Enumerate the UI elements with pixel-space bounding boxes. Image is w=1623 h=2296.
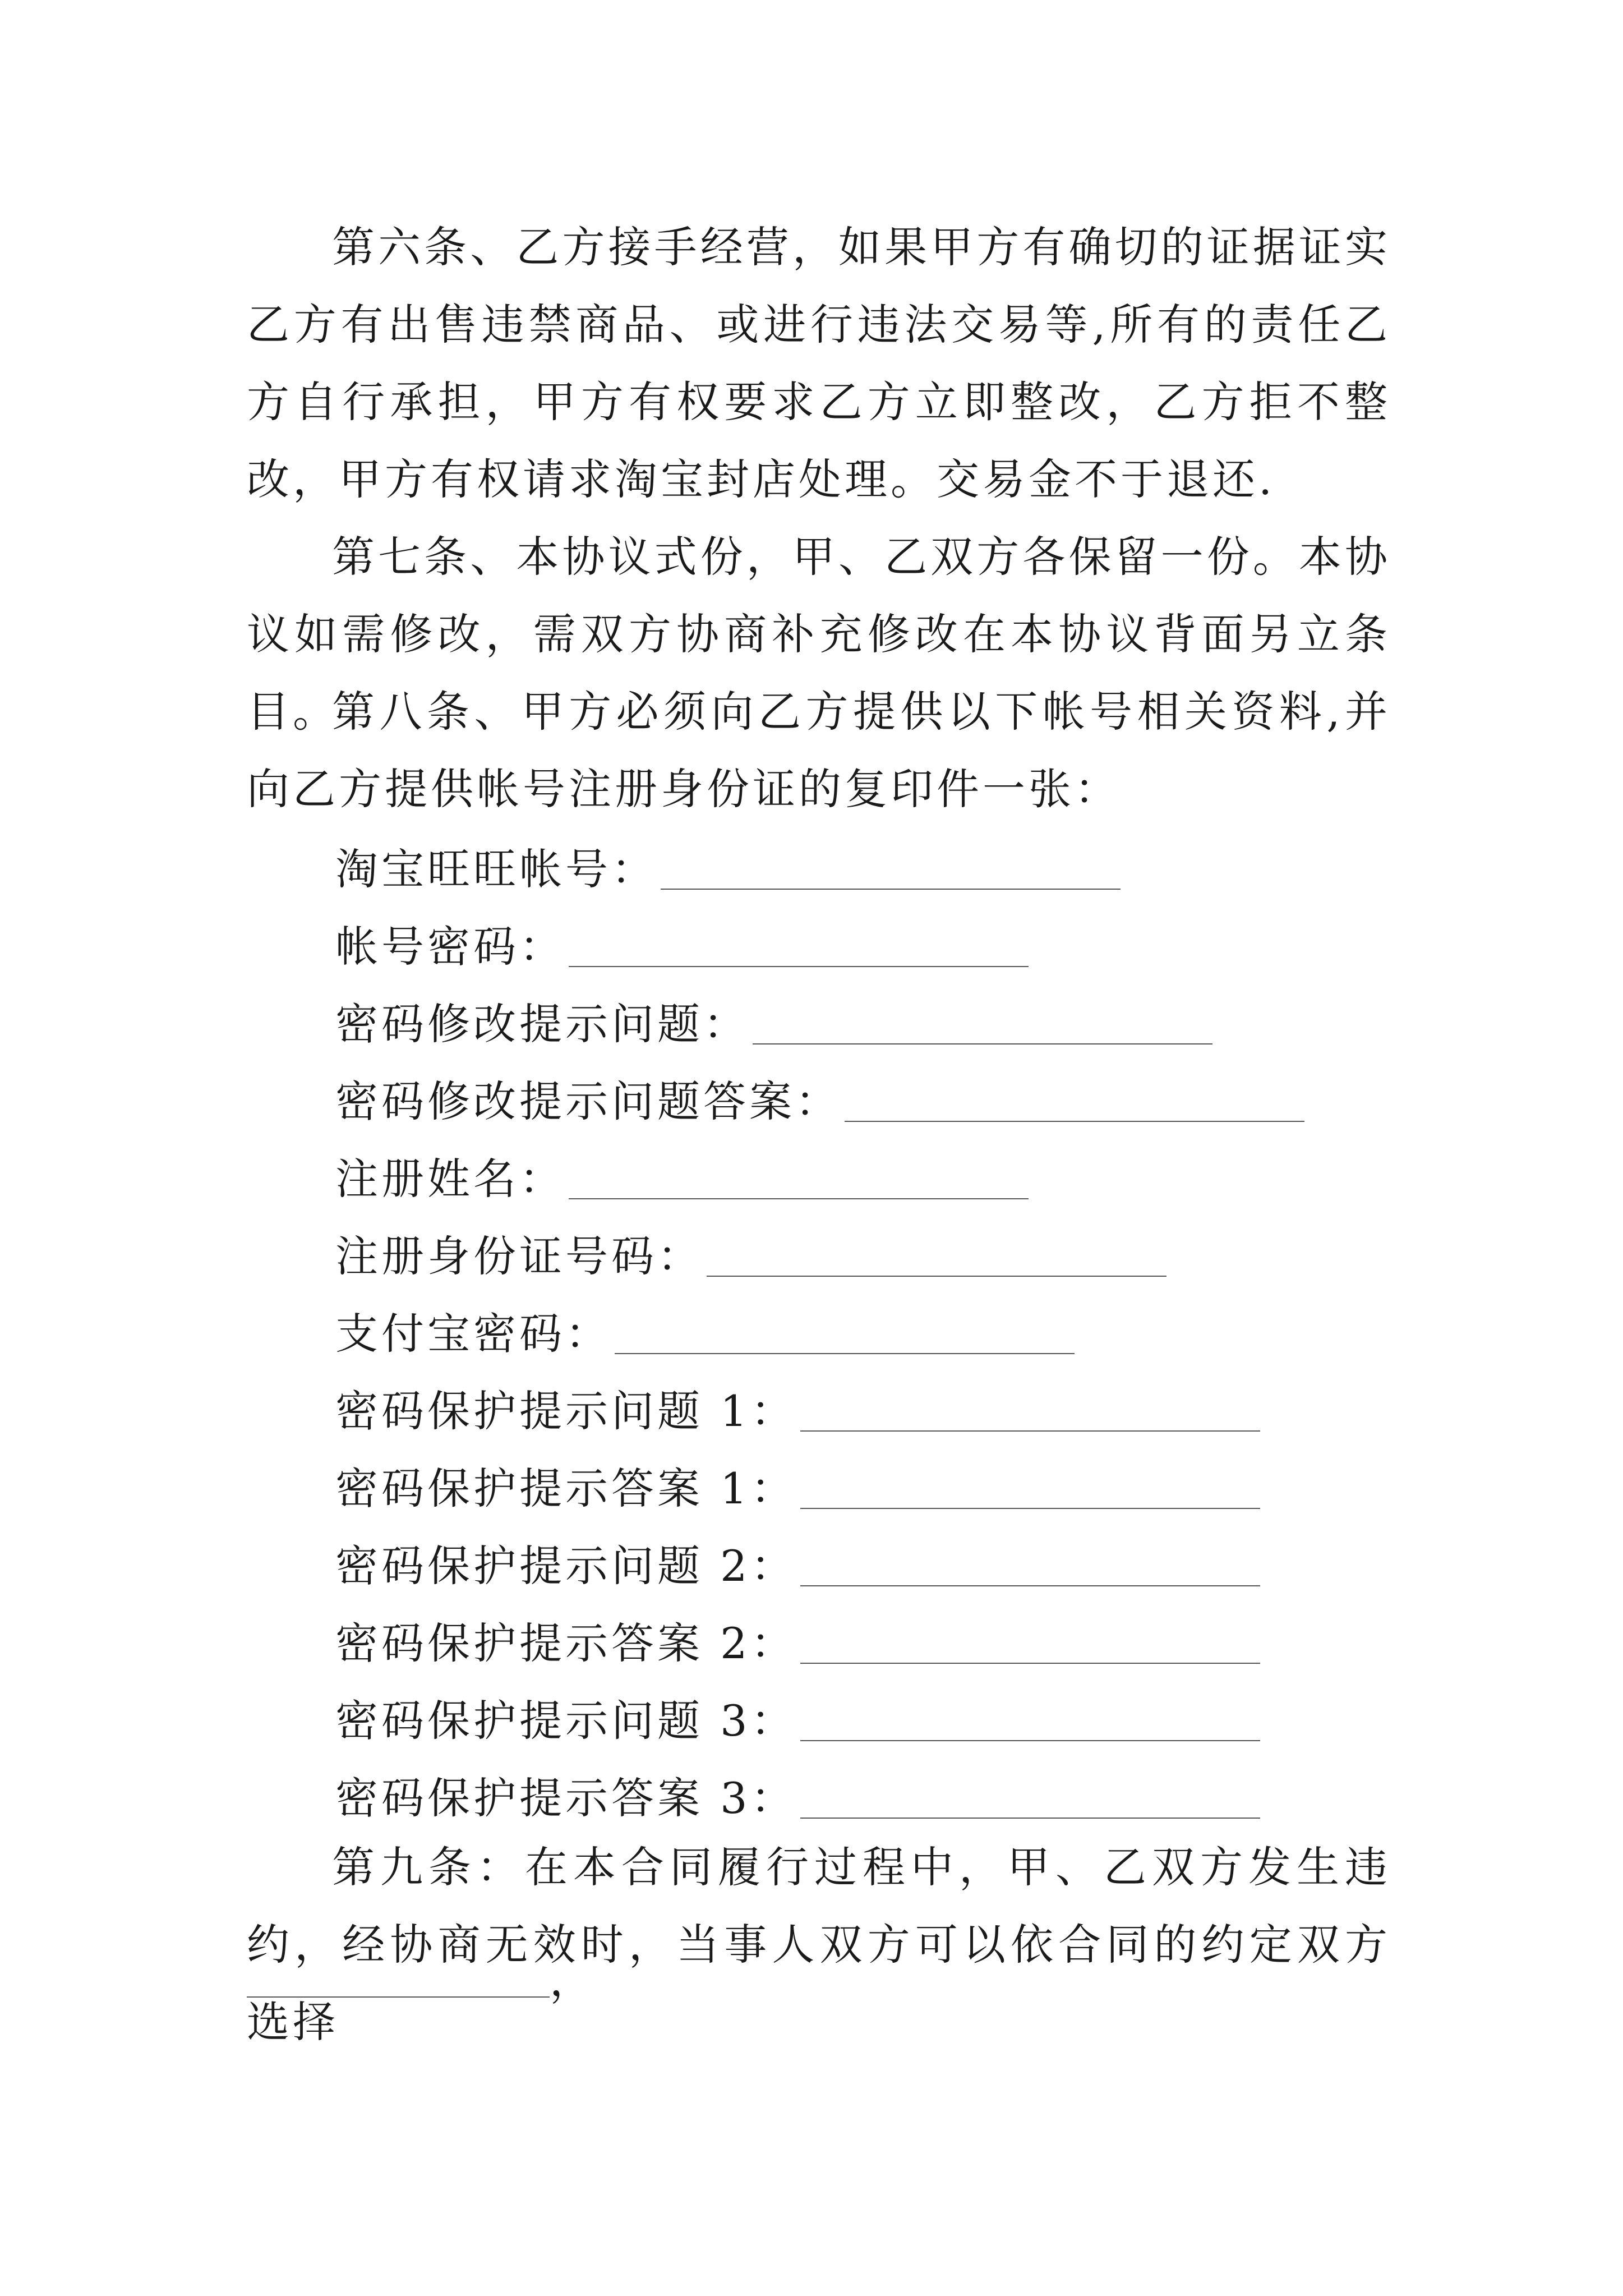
fill-in-blank[interactable] [800,1662,1260,1664]
field-label: 密码保护提示问题 2： [335,1541,797,1591]
field-label: 淘宝旺旺帐号： [335,844,657,894]
field-row-security-question-1 [335,1378,1260,1439]
field-row-security-answer-3 [335,1765,1260,1826]
article-9-tail [247,1947,592,2008]
article-6-paragraph: 第六条、乙方接手经营，如果甲方有确切的证据证实乙方有出售违禁商品、或进行违法交易等,所有的责任乙方自行承担，甲方有权要求乙方立即整改，乙方拒不整改，甲方有权请求淘宝封店处理。交易金不于退还. [247,222,1391,504]
field-row-security-question-3 [335,1687,1260,1749]
tail-punctuation: ， [550,1955,592,2005]
field-label: 注册身份证号码： [335,1231,703,1281]
field-row-password-change-answer [335,1068,1304,1130]
field-row-security-answer-2 [335,1610,1260,1672]
field-row-id-number [335,1223,1166,1285]
field-label: 密码保护提示问题 1： [335,1386,797,1436]
article-7-paragraph: 第七条、本协议式份，甲、乙双方各保留一份。本协议如需修改，需双方协商补充修改在本协议背面另立条目。 [247,532,1391,737]
field-row-wangwang-account [335,836,1121,898]
fill-in-blank[interactable] [800,1817,1260,1819]
fill-in-blank[interactable] [615,1352,1075,1354]
field-row-account-password [335,913,1029,975]
field-row-security-question-2 [335,1533,1260,1594]
fill-in-blank[interactable] [753,1043,1212,1045]
fill-in-blank[interactable] [661,888,1121,890]
fill-in-blank[interactable] [800,1430,1260,1432]
fill-in-blank[interactable] [800,1585,1260,1586]
article-9-paragraph: 第九条：在本合同履行过程中，甲、乙双方发生违约，经协商无效时，当事人双方可以依合同的约定双方选择 [247,1842,1391,2047]
field-label: 密码修改提示问题： [335,999,749,1049]
field-label: 密码修改提示问题答案： [335,1076,841,1126]
field-label: 密码保护提示答案 2： [335,1618,797,1668]
field-row-registered-name [335,1145,1029,1207]
fill-in-blank[interactable] [800,1507,1260,1509]
fill-in-blank[interactable] [707,1275,1166,1277]
field-row-alipay-password [335,1300,1075,1362]
field-label: 支付宝密码： [335,1309,611,1359]
fill-in-blank[interactable] [569,965,1029,967]
field-label: 注册姓名： [335,1154,565,1204]
field-label: 密码保护提示问题 3： [335,1696,797,1746]
fill-in-blank[interactable] [569,1198,1029,1199]
field-row-security-answer-1 [335,1455,1260,1517]
article-8-paragraph: 第八条、甲方必须向乙方提供以下帐号相关资料,并向乙方提供帐号注册身份证的复印件一张： [247,687,1391,814]
field-label: 密码保护提示答案 3： [335,1773,797,1823]
field-label: 密码保护提示答案 1： [335,1464,797,1513]
field-row-password-change-question [335,991,1212,1052]
field-label: 帐号密码： [335,922,565,972]
fill-in-blank[interactable] [800,1740,1260,1741]
dispute-option-blank[interactable] [247,1996,550,1998]
fill-in-blank[interactable] [845,1120,1304,1122]
